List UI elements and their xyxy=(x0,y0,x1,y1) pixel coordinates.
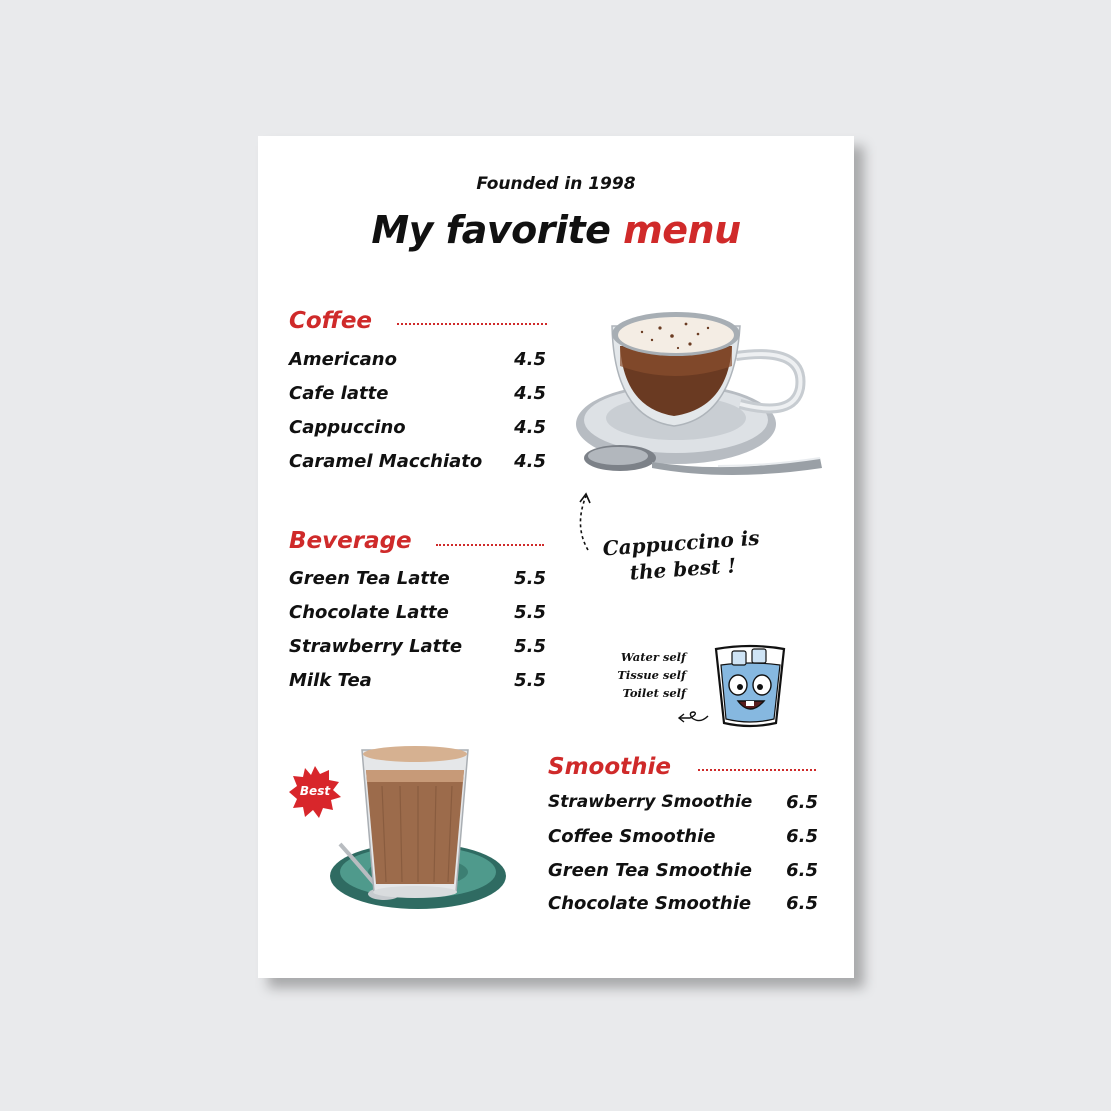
smoothie-section-title: Smoothie xyxy=(548,754,671,780)
menu-sheet xyxy=(258,136,854,978)
title-main: My favorite xyxy=(371,208,611,252)
menu-item-price: 4.5 xyxy=(514,349,546,370)
menu-item-price: 4.5 xyxy=(514,417,546,438)
menu-item-price: 6.5 xyxy=(786,893,818,914)
menu-item-name: Strawberry Latte xyxy=(289,636,463,657)
menu-item-name: Coffee Smoothie xyxy=(548,826,716,847)
page-title xyxy=(258,208,854,252)
cappuccino-note-line1: Cappuccino is xyxy=(601,525,761,561)
latte-glass-image xyxy=(318,736,518,916)
menu-item-name: Green Tea Smoothie xyxy=(548,860,752,881)
self-note-line: Toilet self xyxy=(622,686,686,700)
menu-item-price: 6.5 xyxy=(786,792,818,813)
beverage-dotted-rule xyxy=(436,544,544,546)
menu-item-price: 5.5 xyxy=(514,636,546,657)
self-note-line: Tissue self xyxy=(617,668,686,682)
menu-item-price: 4.5 xyxy=(514,451,546,472)
beverage-section-title: Beverage xyxy=(289,528,412,554)
menu-item-price: 4.5 xyxy=(514,383,546,404)
menu-item-name: Cafe latte xyxy=(289,383,389,404)
cappuccino-note xyxy=(592,524,771,588)
smoothie-dotted-rule xyxy=(698,769,816,771)
loop-arrow-icon xyxy=(676,706,712,726)
menu-item-name: Caramel Macchiato xyxy=(289,451,483,472)
menu-item-name: Chocolate Smoothie xyxy=(548,893,752,914)
menu-item-price: 5.5 xyxy=(514,602,546,623)
menu-item-name: Americano xyxy=(289,349,397,370)
menu-item-price: 5.5 xyxy=(514,568,546,589)
menu-item-name: Cappuccino xyxy=(289,417,406,438)
cappuccino-cup-image xyxy=(568,306,838,506)
menu-item-name: Milk Tea xyxy=(289,670,372,691)
title-accent: menu xyxy=(623,208,741,252)
menu-item-name: Chocolate Latte xyxy=(289,602,449,623)
self-service-note xyxy=(590,648,686,702)
coffee-dotted-rule xyxy=(397,323,547,325)
cappuccino-note-line2: the best ! xyxy=(628,553,737,585)
founded-text: Founded in 1998 xyxy=(476,174,636,194)
menu-item-price: 6.5 xyxy=(786,860,818,881)
menu-item-price: 5.5 xyxy=(514,670,546,691)
menu-item-name: Strawberry Smoothie xyxy=(548,792,753,812)
best-badge-label: Best xyxy=(299,784,331,798)
self-note-line: Water self xyxy=(620,650,686,664)
menu-item-price: 6.5 xyxy=(786,826,818,847)
water-glass-mascot-icon xyxy=(710,641,790,731)
menu-item-name: Green Tea Latte xyxy=(289,568,450,589)
coffee-section-title: Coffee xyxy=(289,308,373,334)
